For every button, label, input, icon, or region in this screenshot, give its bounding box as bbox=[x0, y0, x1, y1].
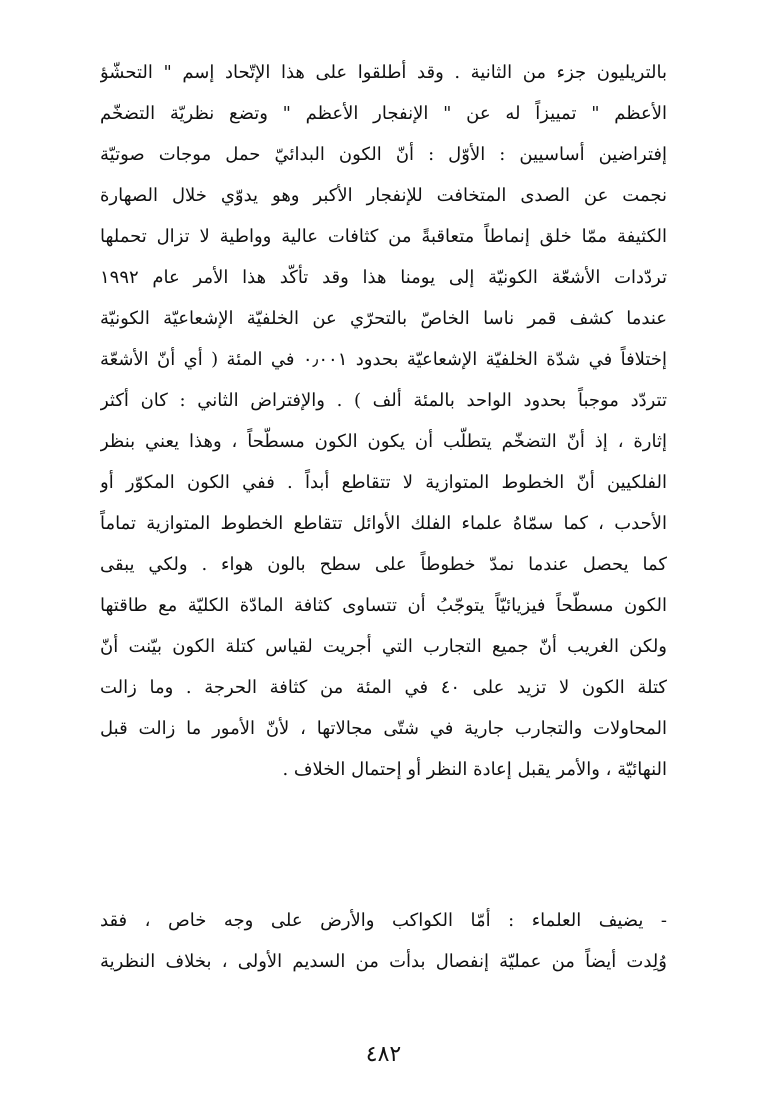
text-line: الفلكيين أنّ الخطوط المتوازية لا تتقاطع أبداً . ففي الكون المكوّر أو bbox=[100, 472, 667, 493]
text-line: الأعظم " تمييزاً له عن " الإنفجار الأعظم " وتضع نظريّة التضخّم bbox=[100, 103, 667, 124]
text-line: إفتراضين أساسيين : الأوّل : أنّ الكون البدائيّ حمل موجات صوتيّة bbox=[100, 144, 667, 165]
text-line: ولكن الغريب أنّ جميع التجارب التي أجريت لقياس كتلة الكون بيّنت أنّ bbox=[100, 636, 667, 657]
text-line: تتردّد موجباً بحدود الواحد بالمئة ألف ) . والإفتراض الثاني : كان أكثر bbox=[100, 390, 667, 411]
paragraph-1 bbox=[100, 52, 667, 790]
text-line: المحاولات والتجارب جارية في شتّى مجالاتها ، لأنّ الأمور ما زالت قبل bbox=[100, 718, 667, 739]
text-line: بالتريليون جزء من الثانية . وقد أطلقوا على هذا الإتّحاد إسم " التحشّؤ bbox=[100, 62, 667, 83]
text-line: الكثيفة ممّا خلق إنماطاً متعاقبةً من كثافات عالية وواطية لا تزال تحملها bbox=[100, 226, 667, 247]
text-line: إختلافاً في شدّة الخلفيّة الإشعاعيّة بحدود ٠٫٠٠١ في المئة ( أي أنّ الأشعّة bbox=[100, 349, 667, 370]
paragraph-2 bbox=[100, 900, 667, 982]
text-line: الأحدب ، كما سمّاهُ علماء الفلك الأوائل تتقاطع الخطوط المتوازية تماماً bbox=[100, 513, 667, 534]
text-line: عندما كشف قمر ناسا الخاصّ بالتحرّي عن الخلفيّة الإشعاعيّة الكونيّة bbox=[100, 308, 667, 329]
text-line: الكون مسطّحاً فيزيائيّاً يتوجّبُ أن تتساوى كثافة المادّة الكليّة مع طاقتها bbox=[100, 595, 667, 616]
text-line: كتلة الكون لا تزيد على ٤٠ في المئة من كثافة الحرجة . وما زالت bbox=[100, 677, 667, 698]
text-line: إثارة ، إذ أنّ التضخّم يتطلّب أن يكون الكون مسطّحاً ، وهذا يعني بنظر bbox=[100, 431, 667, 452]
text-line: النهائيّة ، والأمر يقبل إعادة النظر أو إحتمال الخلاف . bbox=[282, 759, 667, 780]
text-line: تردّدات الأشعّة الكونيّة إلى يومنا هذا وقد تأكّد هذا الأمر عام ١٩٩٢ bbox=[100, 267, 667, 288]
text-line: كما يحصل عندما نمدّ خطوطاً على سطح بالون هواء . ولكي يبقى bbox=[100, 554, 667, 575]
text-line: - يضيف العلماء : أمّا الكواكب والأرض على وجه خاص ، فقد bbox=[100, 910, 667, 931]
page-number: ٤٨٢ bbox=[365, 1042, 402, 1067]
text-line: وُلِدت أيضاً من عمليّة إنفصال بدأت من السديم الأولى ، بخلاف النظرية bbox=[100, 951, 667, 972]
text-line: نجمت عن الصدى المتخافت للإنفجار الأكبر وهو يدوّي خلال الصهارة bbox=[100, 185, 667, 206]
